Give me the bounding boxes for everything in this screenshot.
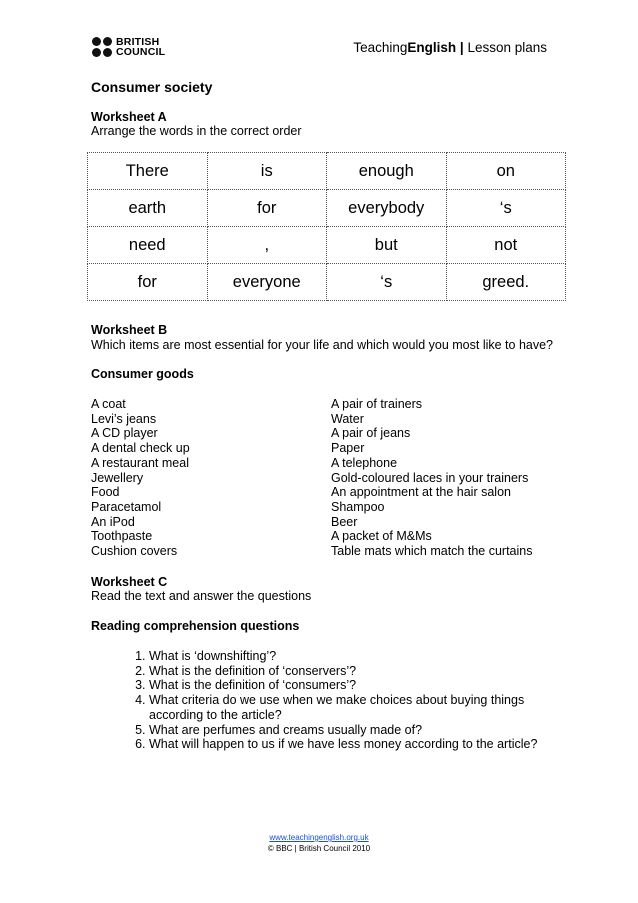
goods-item: Water [331, 411, 364, 426]
worksheet-c-label: Worksheet C [91, 575, 168, 589]
goods-item: An appointment at the hair salon [331, 485, 511, 500]
brand-bold: English [407, 40, 457, 55]
goods-item: A packet of M&Ms [331, 529, 432, 544]
british-council-logo [92, 37, 165, 57]
goods-item: A pair of trainers [331, 397, 423, 411]
header-brand [353, 40, 547, 55]
goods-item: Jewellery [91, 470, 144, 485]
word-cell: earth [88, 190, 208, 227]
worksheet-a-label: Worksheet A [91, 110, 167, 124]
word-cell: ‘s [327, 264, 447, 301]
logo-line-1: BRITISH [116, 36, 160, 48]
goods-item: Levi’s jeans [91, 411, 157, 426]
goods-item: A restaurant meal [91, 455, 189, 470]
word-cell: everybody [327, 190, 447, 227]
question-item: 5. What are perfumes and creams usually made of? [149, 723, 579, 738]
goods-item: Food [91, 485, 120, 500]
footer-copyright: © BBC | British Council 2010 [267, 844, 371, 853]
header-section: Lesson plans [467, 40, 547, 55]
worksheet-b-instruction: Which items are most essential for your life and which would you most like to have? [91, 338, 554, 352]
goods-item: A telephone [331, 455, 398, 470]
goods-item: Paper [331, 441, 365, 456]
brand-regular: Teaching [353, 40, 408, 55]
goods-item: Table mats which match the curtains [331, 544, 533, 559]
word-cell: is [207, 153, 327, 190]
word-cell: ‘s [446, 190, 566, 227]
word-row [88, 227, 566, 264]
logo-line-2: COUNCIL [116, 46, 166, 58]
goods-item: An iPod [91, 514, 135, 529]
word-cell: but [327, 227, 447, 264]
questions-list [127, 649, 579, 752]
questions-heading: Reading comprehension questions [91, 619, 300, 633]
word-row [88, 264, 566, 301]
goods-item: Toothpaste [91, 529, 153, 544]
word-cell: for [88, 264, 208, 301]
header-separator: | [459, 40, 464, 55]
word-cell: There [88, 153, 208, 190]
goods-list-right [331, 397, 532, 559]
word-cell: everyone [207, 264, 327, 301]
consumer-goods-heading: Consumer goods [91, 367, 194, 381]
footer-link[interactable]: www.teachingenglish.org.uk [269, 833, 369, 842]
question-item: 3. What is the definition of ‘consumers’? [149, 678, 579, 693]
question-item: 6. What will happen to us if we have less money according to the article? [149, 737, 579, 752]
word-cell: enough [327, 153, 447, 190]
worksheet-c-instruction: Read the text and answer the questions [91, 589, 312, 603]
page-title: Consumer society [91, 79, 213, 95]
goods-item: A dental check up [91, 441, 190, 456]
word-cell: not [446, 227, 566, 264]
worksheet-a-instruction: Arrange the words in the correct order [91, 124, 302, 138]
goods-item: Cushion covers [91, 544, 178, 559]
word-cell: greed. [446, 264, 566, 301]
goods-item: Gold-coloured laces in your trainers [331, 470, 529, 485]
question-item: 2. What is the definition of ‘conservers’? [149, 664, 579, 679]
word-cell: for [207, 190, 327, 227]
worksheet-b-label: Worksheet B [91, 323, 168, 337]
word-cell: need [88, 227, 208, 264]
goods-item: Shampoo [331, 499, 385, 514]
goods-item: A pair of jeans [331, 426, 411, 441]
word-cell: on [446, 153, 566, 190]
word-order-table [87, 152, 566, 301]
word-cell: , [207, 227, 327, 264]
question-item: 4. What criteria do we use when we make choices about buying things according to the article? [149, 693, 579, 722]
goods-item: A coat [91, 397, 126, 411]
word-row [88, 153, 566, 190]
goods-item: Beer [331, 514, 358, 529]
goods-item: A CD player [91, 426, 158, 441]
word-row [88, 190, 566, 227]
goods-list-left [91, 397, 190, 559]
question-item: 1. What is ‘downshifting’? [149, 649, 579, 664]
goods-item: Paracetamol [91, 499, 162, 514]
logo-dots-icon [92, 37, 112, 57]
